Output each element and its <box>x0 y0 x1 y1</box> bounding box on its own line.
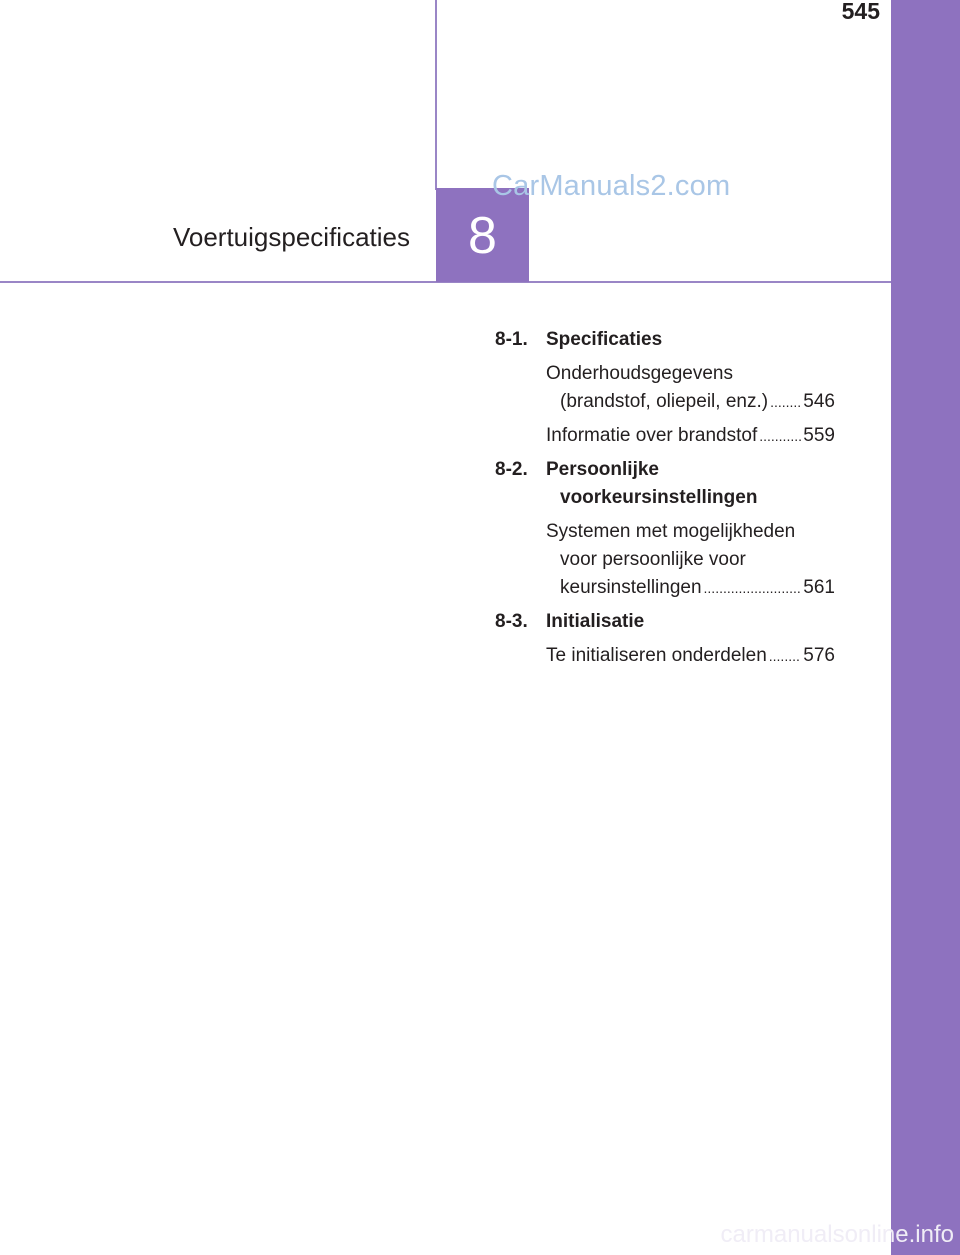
dot-leader <box>770 388 801 416</box>
entry-text: (brandstof, oliepeil, enz.) <box>560 391 769 412</box>
page-number: 545 <box>841 0 880 24</box>
chapter-side-tab <box>891 0 960 1255</box>
watermark-top[interactable]: CarManuals2.com <box>492 170 731 202</box>
entry-page-number: 546 <box>803 391 835 412</box>
entry-text: Systemen met mogelijkheden <box>546 521 796 542</box>
toc-section-8-2 <box>495 456 835 602</box>
dot-leader <box>769 642 802 670</box>
section-number: 8-2. <box>495 459 528 480</box>
section-number: 8-3. <box>495 611 528 632</box>
entry-text: Informatie over brandstof <box>546 425 758 446</box>
chapter-number: 8 <box>468 207 497 265</box>
entry-text: keursinstellingen <box>560 577 702 598</box>
table-of-contents <box>495 326 835 676</box>
vertical-rule <box>435 0 437 190</box>
section-number: 8-1. <box>495 329 528 350</box>
section-title: Initialisatie <box>546 611 645 632</box>
section-title: Persoonlijke <box>546 459 659 480</box>
section-title: voorkeursinstellingen <box>560 487 758 508</box>
toc-section-8-1 <box>495 326 835 450</box>
toc-entry[interactable] <box>546 422 835 450</box>
watermark-bottom[interactable]: carmanualsonline.info <box>720 1221 954 1248</box>
chapter-title: Voertuigspecificaties <box>172 222 410 252</box>
toc-entry[interactable] <box>546 360 835 416</box>
dot-leader <box>704 574 802 602</box>
toc-entry[interactable] <box>546 518 835 602</box>
entry-text: Onderhoudsgegevens <box>546 363 733 384</box>
toc-entry[interactable] <box>546 642 835 670</box>
entry-text: Te initialiseren onderdelen <box>546 645 767 666</box>
section-title: Specificaties <box>546 329 663 350</box>
dot-leader <box>759 422 801 450</box>
entry-page-number: 561 <box>803 577 835 598</box>
toc-section-8-3 <box>495 608 835 670</box>
entry-page-number: 576 <box>803 645 835 666</box>
entry-text: voor persoonlijke voor <box>560 549 746 570</box>
entry-page-number: 559 <box>803 425 835 446</box>
